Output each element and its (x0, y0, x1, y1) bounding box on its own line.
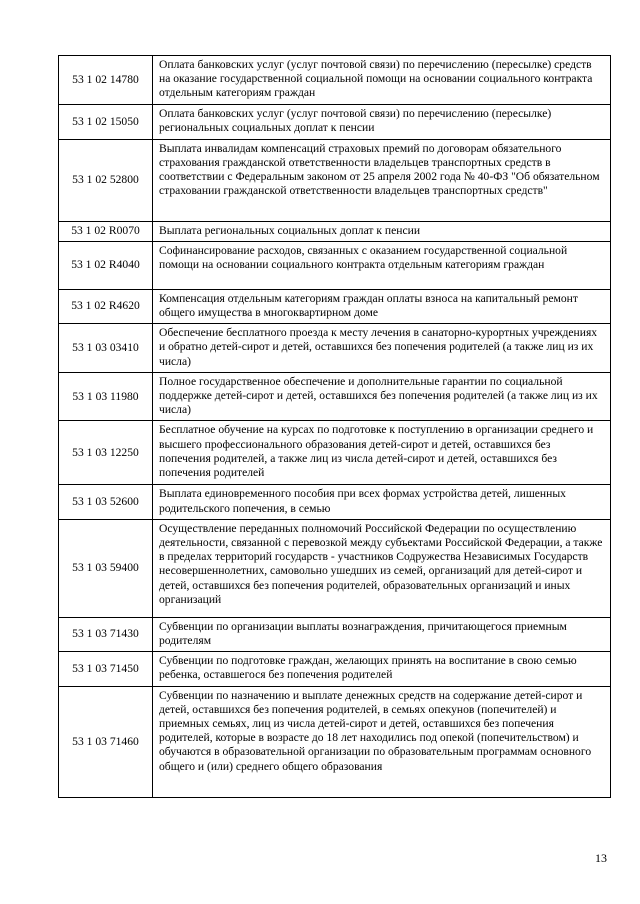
row-code: 53 1 02 15050 (59, 104, 153, 139)
row-code: 53 1 03 12250 (59, 421, 153, 485)
table-row (59, 519, 611, 617)
table-row (59, 139, 611, 221)
row-code: 53 1 02 R4620 (59, 289, 153, 323)
row-description: Выплата региональных социальных доплат к пенсии (153, 221, 611, 241)
row-description: Субвенции по назначению и выплате денежных средств на содержание детей-сирот и детей, оставшихся без попечения родителей, в семьях опекунов (попечителей) и приемных семьях, лиц из числа детей-сирот и детей, оставшихся без попечения родителей, которые в возрасте до 18 лет находились под опекой (попечительством) и обучаются в образовательной организации по образовательным программам основного общего и (или) среднего общего образования (153, 686, 611, 797)
row-code: 53 1 03 71450 (59, 652, 153, 686)
row-code: 53 1 03 52600 (59, 485, 153, 519)
row-code: 53 1 02 R4040 (59, 241, 153, 289)
table-row (59, 485, 611, 519)
table-row (59, 289, 611, 323)
row-code: 53 1 02 14780 (59, 56, 153, 105)
row-description: Субвенции по организации выплаты вознаграждения, причитающегося приемным родителям (153, 617, 611, 651)
row-code: 53 1 02 52800 (59, 139, 153, 221)
table-row (59, 324, 611, 373)
row-description: Компенсация отдельным категориям граждан оплаты взноса на капитальный ремонт общего имущества в многоквартирном доме (153, 289, 611, 323)
row-description: Выплата единовременного пособия при всех формах устройства детей, лишенных родительского попечения, в семью (153, 485, 611, 519)
row-code: 53 1 03 59400 (59, 519, 153, 617)
budget-classification-table (58, 55, 611, 798)
row-code: 53 1 03 03410 (59, 324, 153, 373)
page-number: 13 (595, 851, 607, 865)
table-row (59, 56, 611, 105)
table-row (59, 686, 611, 797)
row-description: Обеспечение бесплатного проезда к месту лечения в санаторно-курортных учреждениях и обратно детей-сирот и детей, оставшихся без попечения родителей (а также лиц из их числа) (153, 324, 611, 373)
row-description: Субвенции по подготовке граждан, желающих принять на воспитание в свою семью ребенка, оставшегося без попечения родителей (153, 652, 611, 686)
row-code: 53 1 03 71460 (59, 686, 153, 797)
row-code: 53 1 03 11980 (59, 372, 153, 421)
row-description: Бесплатное обучение на курсах по подготовке к поступлению в организации среднего и высшего профессионального образования детей-сирот и детей, оставшихся без попечения родителей, а также лиц из числа детей-сирот и детей, оставшихся без попечения родителей (153, 421, 611, 485)
table-row (59, 617, 611, 651)
row-description: Оплата банковских услуг (услуг почтовой связи) по перечислению (пересылке) региональных социальных доплат к пенсии (153, 104, 611, 139)
table-row (59, 221, 611, 241)
row-description: Оплата банковских услуг (услуг почтовой связи) по перечислению (пересылке) средств на оказание государственной социальной помощи на основании социального контракта отдельным категориям граждан (153, 56, 611, 105)
row-description: Осуществление переданных полномочий Российской Федерации по осуществлению деятельности, связанной с перевозкой между субъектами Российской Федерации, а также в пределах территорий государств - участников Содружества Независимых Государств несовершеннолетних, самовольно ушедших из семей, организаций для детей-сирот и детей, оставшихся без попечения родителей, образовательных организаций и иных организаций (153, 519, 611, 617)
table-row (59, 652, 611, 686)
row-description: Выплата инвалидам компенсаций страховых премий по договорам обязательного страхования гражданской ответственности владельцев транспортных средств в соответствии с Федеральным законом от 25 апреля 2002 года № 40-ФЗ "Об обязательном страховании гражданской ответственности владельцев транспортных средств" (153, 139, 611, 221)
table-row (59, 372, 611, 421)
row-code: 53 1 02 R0070 (59, 221, 153, 241)
table-row (59, 241, 611, 289)
table-row (59, 421, 611, 485)
row-description: Софинансирование расходов, связанных с оказанием государственной социальной помощи на основании социального контракта отдельным категориям граждан (153, 241, 611, 289)
row-description: Полное государственное обеспечение и дополнительные гарантии по социальной поддержке детей-сирот и детей, оставшихся без попечения родителей (а также лиц из их числа) (153, 372, 611, 421)
row-code: 53 1 03 71430 (59, 617, 153, 651)
table-row (59, 104, 611, 139)
